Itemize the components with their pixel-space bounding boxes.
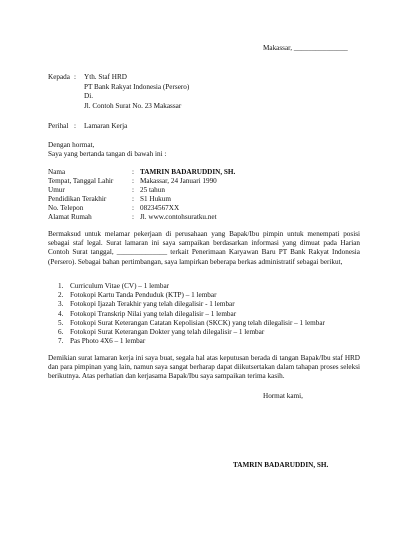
identity-row-address (48, 213, 368, 222)
subject-colon: : (74, 122, 76, 130)
identity-value: S1 Hukum (140, 195, 171, 203)
identity-label: Pendidikan Terakhir (48, 195, 107, 203)
identity-label: Alamat Rumah (48, 213, 92, 221)
identity-colon: : (132, 168, 134, 176)
attachment-list (58, 282, 368, 346)
place-date: Makassar, _______________ (263, 44, 348, 52)
identity-row-birth (48, 177, 368, 186)
identity-label: Nama (48, 168, 66, 176)
list-item: 5. Fotokopi Surat Keterangan Catatan Kepolisian (SKCK) yang telah dilegalisir – 1 lembar (58, 318, 325, 327)
list-item: 3. Fotokopi Ijazah Terakhir yang telah dilegalisir - 1 lembar (58, 300, 235, 309)
body-paragraph-1: Bermaksud untuk melamar pekerjaan di perusahaan yang Bapak/Ibu pimpin untuk menempati posisi sebagai staf legal. Surat lamaran ini saya sampaikan berdasarkan informasi yang dimuat pada Harian Contoh Surat tanggal, ______________ terkait Penerimaan Karyawan Baru PT Bank Rakyat Indonesia (Persero). Sebagai bahan pertimbangan, saya lampirkan beberapa berkas administratif sebagai berikut, (48, 230, 360, 266)
identity-value: 25 tahun (140, 186, 165, 194)
identity-colon: : (132, 186, 134, 194)
identity-label: Umur (48, 186, 65, 194)
list-item: 4. Fotokopi Transkrip Nilai yang telah dilegalisir – 1 lembar (58, 309, 237, 318)
identity-row-phone (48, 204, 368, 213)
recipient-line-2: PT Bank Rakyat Indonesia (Persero) (84, 82, 190, 91)
identity-colon: : (132, 195, 134, 203)
greeting-line-2: Saya yang bertanda tangan di bawah ini : (48, 150, 167, 158)
recipient-label: Kepada (48, 73, 70, 81)
identity-colon: : (132, 177, 134, 185)
subject-value: Lamaran Kerja (84, 122, 128, 130)
identity-row-education (48, 195, 368, 204)
identity-row-age (48, 186, 368, 195)
identity-colon: : (132, 204, 134, 212)
list-item: 1. Curriculum Vitae (CV) – 1 lembar (58, 282, 170, 290)
identity-label: No. Telepon (48, 204, 84, 212)
identity-value: Makassar, 24 Januari 1990 (140, 177, 217, 185)
identity-label: Tempat, Tanggal Lahir (48, 177, 114, 185)
identity-value: Jl. www.contohsuratku.net (140, 213, 217, 221)
identity-colon: : (132, 213, 134, 221)
recipient-line-4: Jl. Contoh Surat No. 23 Makassar (84, 101, 182, 110)
closing-salutation: Hormat kami, (263, 392, 303, 400)
recipient-line-1: Yth. Staf HRD (84, 73, 127, 81)
list-item: 7. Pas Photo 4X6 – 1 lembar (58, 337, 146, 346)
identity-row-name (48, 168, 368, 177)
identity-value: TAMRIN BADARUDDIN, SH. (140, 168, 236, 176)
list-item: 6. Fotokopi Surat Keterangan Dokter yang telah dilegalisir – 1 lembar (58, 327, 265, 336)
signatory-name: TAMRIN BADARUDDIN, SH. (233, 461, 329, 469)
subject-label: Perihal (48, 122, 69, 130)
greeting-line-1: Dengan hormat, (48, 141, 95, 149)
body-paragraph-2: Demikian surat lamaran kerja ini saya buat, segala hal atas keputusan berada di tangan Bapak/Ibu staf HRD dan para pimpinan yang lain, namun saya sangat berharap dapat diikutsertakan dalam tahapan proses seleksi berikutnya. Atas perhatian dan kerjasama Bapak/Ibu saya sampaikan terima kasih. (48, 354, 360, 381)
list-item: 2. Fotokopi Kartu Tanda Penduduk (KTP) – 1 lembar (58, 291, 217, 300)
identity-value: 08234567XX (140, 204, 180, 212)
recipient-line-3: Di. (84, 92, 93, 100)
recipient-colon: : (74, 73, 76, 81)
